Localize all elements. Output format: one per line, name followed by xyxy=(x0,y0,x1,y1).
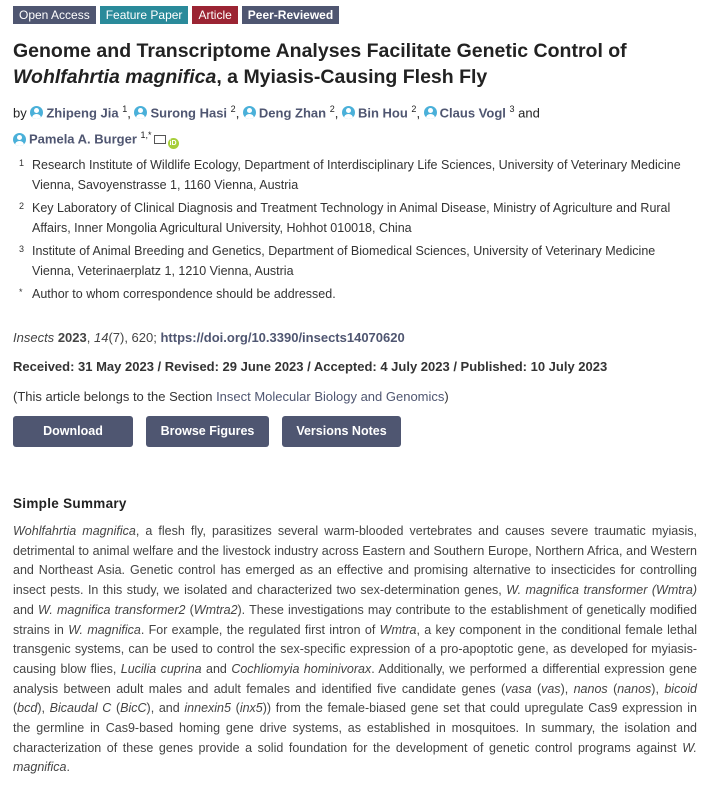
summary-text-segment: ). These investigations may contribute to the establishment of genetically modified strains in xyxy=(13,602,697,637)
author-affil-sup: 1 xyxy=(122,104,128,114)
citation-issue: (7) xyxy=(108,330,125,345)
simple-summary-text xyxy=(13,522,697,778)
summary-italic-term: bcd xyxy=(17,701,38,716)
summary-italic-term: W. magnifica xyxy=(13,740,697,775)
by-label: by xyxy=(13,105,27,121)
summary-italic-term: BicC xyxy=(120,701,147,716)
doi-link[interactable]: https://doi.org/10.3390/insects14070620 xyxy=(160,330,405,345)
affiliation-item xyxy=(13,241,693,281)
affiliation-number: 2 xyxy=(19,201,25,211)
affiliation-item xyxy=(13,155,693,195)
summary-italic-term: Wmtra xyxy=(379,622,417,637)
author-profile-icon[interactable] xyxy=(134,106,147,119)
author-list: by Zhipeng Jia $^1$, Surong Hasi $^2$, Deng Zhan $^2$, Bin Hou $^2$, Claus Vogl $^3$ and Pamela A. Burger $^{1,*}$iD xyxy=(13,104,540,147)
affiliation-number: * xyxy=(19,287,23,297)
author-profile-icon[interactable] xyxy=(243,106,256,119)
summary-text-segment: ), and xyxy=(146,701,185,716)
open-access-badge[interactable]: Open Access xyxy=(13,6,96,24)
citation-page: , 620; xyxy=(124,330,161,345)
summary-italic-term: Cochliomyia hominivorax xyxy=(231,661,372,676)
download-button[interactable]: Download xyxy=(13,416,133,447)
summary-text-segment: . Additionally, we performed a differential expression gene analysis between adult males and adult females and identified five candidate genes ( xyxy=(13,661,697,696)
author-profile-icon[interactable] xyxy=(424,106,437,119)
author-affil-sup: 2 xyxy=(411,104,417,114)
author-affil-sup: 2 xyxy=(230,104,236,114)
orcid-icon[interactable]: iD xyxy=(169,139,177,147)
affiliation-item xyxy=(13,198,693,238)
summary-text-segment: ( xyxy=(607,681,618,696)
title-rest: , a Myiasis-Causing Flesh Fly xyxy=(216,66,488,88)
section-prefix: (This article belongs to the Section xyxy=(13,389,217,404)
simple-summary-heading: Simple Summary xyxy=(13,496,127,511)
journal-name: Insects xyxy=(13,330,55,345)
summary-text-segment: ), xyxy=(651,681,665,696)
summary-italic-term: vas xyxy=(541,681,561,696)
summary-text-segment: ), xyxy=(37,701,50,716)
author-link[interactable]: Pamela A. Burger xyxy=(29,131,137,147)
author-link[interactable]: Deng Zhan xyxy=(258,105,327,121)
peer-reviewed-badge[interactable]: Peer-Reviewed xyxy=(242,6,339,24)
summary-text-segment: ( xyxy=(13,701,18,716)
citation-volume: 14 xyxy=(93,330,109,345)
affiliations xyxy=(13,155,693,307)
author-affil-sup: 3 xyxy=(509,104,515,114)
author-link[interactable]: Zhipeng Jia xyxy=(46,105,119,121)
email-icon[interactable] xyxy=(154,135,166,144)
summary-text-segment: ( xyxy=(531,681,542,696)
summary-italic-term: Wohlfahrtia magnifica xyxy=(13,524,136,538)
summary-text-segment: . For example, the regulated first intron of xyxy=(140,622,380,637)
summary-text-segment: ( xyxy=(230,701,240,716)
affiliation-text: Research Institute of Wildlife Ecology, Department of Interdisciplinary Life Sciences, University of Veterinary Medicine Vienna, Savoyenstrasse 1, 1160 Vienna, Austria xyxy=(32,158,681,192)
affiliation-number: 1 xyxy=(19,158,25,168)
article-type-badge: Article xyxy=(192,6,237,24)
summary-italic-term: W. magnifica transformer2 xyxy=(38,602,186,617)
title-line1: Genome and Transcriptome Analyses Facilitate Genetic Control of xyxy=(13,40,627,62)
summary-text-segment: and xyxy=(201,661,232,676)
article-title xyxy=(13,38,703,90)
author-link[interactable]: Claus Vogl xyxy=(439,105,506,121)
summary-italic-term: Wmtra2 xyxy=(193,602,238,617)
summary-italic-term: nanos xyxy=(573,681,608,696)
summary-italic-term: Bicaudal C xyxy=(49,701,112,716)
summary-text-segment: . xyxy=(66,760,70,775)
author-link[interactable]: Surong Hasi xyxy=(150,105,228,121)
and-label: and xyxy=(518,105,540,121)
author-profile-icon[interactable] xyxy=(13,133,26,146)
feature-paper-badge[interactable]: Feature Paper xyxy=(100,6,189,24)
section-link[interactable]: Insect Molecular Biology and Genomics xyxy=(216,389,445,404)
summary-text-segment: ( xyxy=(111,701,121,716)
title-species: Wohlfahrtia magnifica xyxy=(13,66,217,88)
summary-text-segment: , a flesh fly, parasitizes several warm-blooded vertebrates and causes severe traumatic myiasis, detrimental to animal welfare and the livestock industry across Eastern and Southern Europe, Northern Africa, and Western and Northeast Asia. Genetic control has emerged as an effective and promising alternative to insecticides for controlling insect pests. In this study, we isolated and characterized two sex-determination genes, xyxy=(13,524,697,598)
summary-text-segment: )) from the female-biased gene set that could upregulate Cas9 expression in the germline in Cas9-based homing gene drive systems, as established in mosquitoes. In summary, the isolation and characterization of these genes provide a solid foundation for the development of genetic control programs against xyxy=(13,701,698,755)
author-affil-sup: 1,* xyxy=(140,130,152,141)
citation-year: 2023 xyxy=(57,330,87,345)
summary-italic-term: bicoid xyxy=(664,681,698,696)
browse-figures-button[interactable]: Browse Figures xyxy=(146,416,269,447)
author-link[interactable]: Bin Hou xyxy=(357,105,408,121)
summary-text-segment: ), xyxy=(560,681,574,696)
summary-text-segment: and xyxy=(13,602,38,617)
summary-text-segment: , a key component in the conditional female lethal transgenic systems, can be used to control the sex-specific expression of a pro-apoptotic gene, as developed for myiasis-causing blow flies, xyxy=(13,622,697,676)
publication-dates: Received: 31 May 2023 / Revised: 29 June 2023 / Accepted: 4 July 2023 / Published: 10 July 2023 xyxy=(13,359,608,374)
summary-italic-term: innexin5 xyxy=(184,701,231,716)
badge-row xyxy=(13,6,339,24)
affiliation-item xyxy=(13,284,693,304)
affiliation-text: Author to whom correspondence should be addressed. xyxy=(32,287,336,301)
summary-italic-term: Lucilia cuprina xyxy=(120,661,202,676)
author-profile-icon[interactable] xyxy=(342,106,355,119)
author-affil-sup: 2 xyxy=(329,104,335,114)
citation: Insects 2023, 14(7), 620; https://doi.org/10.3390/insects14070620 xyxy=(13,330,405,345)
summary-italic-term: vasa xyxy=(505,681,532,696)
affiliation-text: Institute of Animal Breeding and Genetics, Department of Biomedical Sciences, University of Veterinary Medicine Vienna, Veterinaerplatz 1, 1210 Vienna, Austria xyxy=(32,244,656,278)
versions-notes-button[interactable]: Versions Notes xyxy=(282,416,401,447)
summary-italic-term: W. magnifica transformer (Wmtra) xyxy=(506,583,697,598)
affiliation-text: Key Laboratory of Clinical Diagnosis and Treatment Technology in Animal Disease, Ministry of Agriculture and Rural Affairs, Inner Mongolia Agricultural University, Hohhot 010018, China xyxy=(32,201,671,235)
summary-italic-term: inx5 xyxy=(239,701,263,716)
affiliation-number: 3 xyxy=(19,244,25,254)
section-suffix: ) xyxy=(444,389,449,404)
summary-italic-term: nanos xyxy=(617,681,652,696)
summary-text-segment: ( xyxy=(185,602,194,617)
summary-italic-term: W. magnifica xyxy=(68,622,141,637)
action-buttons xyxy=(13,416,401,447)
author-profile-icon[interactable] xyxy=(30,106,43,119)
section-note xyxy=(13,389,449,404)
